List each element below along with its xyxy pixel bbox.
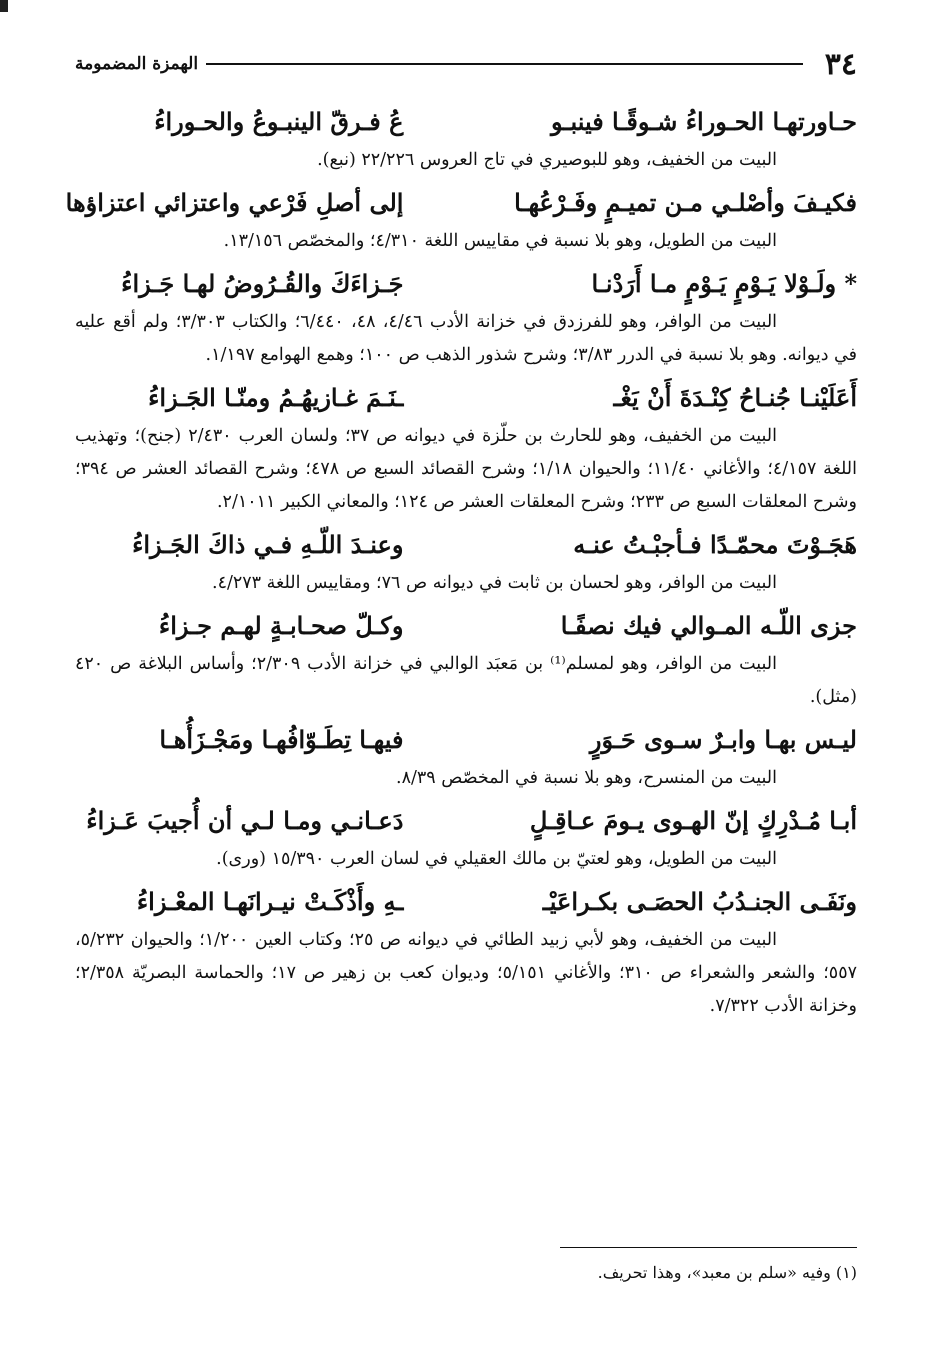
verse-line — [75, 525, 857, 565]
header-rule — [206, 63, 803, 65]
verse-source-note: البيت من الخفيف، وهو للبوصيري في تاج العروس ٢٢/٢٢٦ (نبع). — [317, 150, 777, 170]
verse-second-hemistich: وكـلّ صحـابـةٍ لهـم جـزاءُ — [158, 611, 404, 640]
scan-corner-mark — [0, 0, 8, 12]
verse-source-note: البيت من الوافر، وهو لمسلم⁽¹⁾ بن مَعبَد الوالبي في خزانة الأدب ٢/٣٠٩؛ وأساس البلاغة ص ٤٢٠ (مثل). — [75, 654, 857, 707]
verse-first-hemistich: ونَفَـى الجنـدُبُ الحصَـى بكـراعَيْـ — [542, 887, 857, 916]
verse-source-note: البيت من المنسرح، وهو بلا نسبة في المخصّص ٨/٣٩. — [396, 768, 777, 788]
verse-source-note: البيت من الطويل، وهو بلا نسبة في مقاييس اللغة ٤/٣١٠؛ والمخصّص ١٣/١٥٦. — [223, 231, 777, 251]
verse-first-hemistich: جزى اللّـه المـوالي فيك نصفًـا — [560, 611, 857, 640]
verse-line — [75, 882, 857, 922]
verse-first-hemistich: أبـا مُـدْرِكٍ إنّ الهـوى يـومَ عـاقِـلٍ — [529, 806, 857, 835]
verse-source-note: البيت من الخفيف، وهو لأبي زبيد الطائي في ديوانه ص ٢٥؛ وكتاب العين ١/٢٠٠؛ والحيوان ٥/٢٣٢، ٥٥٧؛ والشعر والشعراء ص ٣١٠؛ والأغاني ٥/١٥١؛ وديوان كعب بن زهير ص ١٧؛ والحماسة البصريّة ٢/٣٥٨؛ وخزانة الأدب ٧/٣٢٢. — [75, 930, 857, 1016]
verse-line — [75, 606, 857, 646]
verse-second-hemistich: وعنـدَ اللّـهِ فـي ذاكَ الجَـزاءُ — [132, 530, 404, 559]
verse-line — [75, 801, 857, 841]
verse-second-hemistich: ـهِ وأَذْكَـتْ نيـرانَهـا المعْـزاءُ — [136, 887, 404, 916]
verse-first-hemistich: حـاورتهـا الحـوراءُ شـوقًـا فينبـو — [551, 107, 857, 136]
verse-source-note: البيت من الوافر، وهو لحسان بن ثابت في ديوانه ص ٧٦؛ ومقاييس اللغة ٤/٢٧٣. — [212, 573, 777, 593]
verse-second-hemistich: فيهـا تِطَـوّافُهـا ومَجْـزَأُهـا — [159, 725, 404, 754]
verse-source-note: البيت من الوافر، وهو للفرزدق في خزانة الأدب ٤/٤٦، ٤٨، ٦/٤٤٠؛ والكتاب ٣/٣٠٣؛ ولم أقع عليه في ديوانه. وهو بلا نسبة في الدرر ٣/٨٣؛ وشرح شذور الذهب ص ١٠٠؛ وهمع الهوامع ١/١٩٧. — [75, 312, 857, 365]
verse-line — [65, 183, 857, 223]
page-header — [75, 44, 857, 84]
verse-line — [75, 378, 857, 418]
footnote: (١) وفيه «سلم بن معبد»، وهذا تحريف. — [597, 1263, 857, 1282]
verse-second-hemistich: عُ فـرقّ الينبـوعُ والحـوراءُ — [154, 107, 404, 136]
verse-second-hemistich: إلى أصلِ فَرْعي واعتزائي اعتزاؤها — [65, 188, 404, 217]
verse-first-hemistich: * ولَـوْلا يَـوْمٍ يَـوْمٍ مـا أَرَدْنـا — [591, 269, 857, 298]
verse-first-hemistich: ليـس بهـا وابـرٌ سـوى حَـوَرٍ — [589, 725, 857, 754]
verse-second-hemistich: جَـزاءَكَ والقُـرُوضُ لهـا جَـزاءُ — [121, 269, 404, 298]
verse-second-hemistich: دَعـانـي ومـا لـي أن أُجيبَ عَـزاءُ — [86, 806, 404, 835]
verse-line — [75, 720, 857, 760]
verse-line — [75, 102, 857, 142]
verse-first-hemistich: فكيـفَ وأصْلـي مـن تميـمٍ وفَـرْعُهـا — [514, 188, 857, 217]
page-number: ٣٤ — [824, 46, 857, 82]
verse-first-hemistich: أَعَلَيْنـا جُنـاحُ كِنْـدَةَ أَنْ يَغْـ — [613, 383, 857, 412]
verse-source-note: البيت من الخفيف، وهو للحارث بن حلّزة في ديوانه ص ٣٧؛ ولسان العرب ٢/٤٣٠ (جنح)؛ وتهذيب اللغة ٤/١٥٧؛ والأغاني ١١/٤٠؛ والحيوان ١/١٨؛ وشرح القصائد السبع ص ٤٧٨؛ وشرح القصائد العشر ص ٣٩٤؛ وشرح المعلقات السبع ص ٢٣٣؛ وشرح المعلقات العشر ص ١٢٤؛ والمعاني الكبير ٢/١٠١١. — [75, 426, 857, 512]
verse-first-hemistich: هَجَـوْتَ محمّـدًا فـأجبْـتُ عنـه — [573, 530, 857, 559]
verse-second-hemistich: ـنَـمَ غـازيهُـمُ ومنّـا الجَـزاءُ — [148, 383, 404, 412]
page-body — [65, 96, 857, 1029]
verse-source-note: البيت من الطويل، وهو لعتيّ بن مالك العقيلي في لسان العرب ١٥/٣٩٠ (ورى). — [216, 849, 777, 869]
verse-line — [75, 264, 857, 304]
chapter-title: الهمزة المضمومة — [75, 54, 199, 74]
footnote-separator — [560, 1247, 857, 1248]
